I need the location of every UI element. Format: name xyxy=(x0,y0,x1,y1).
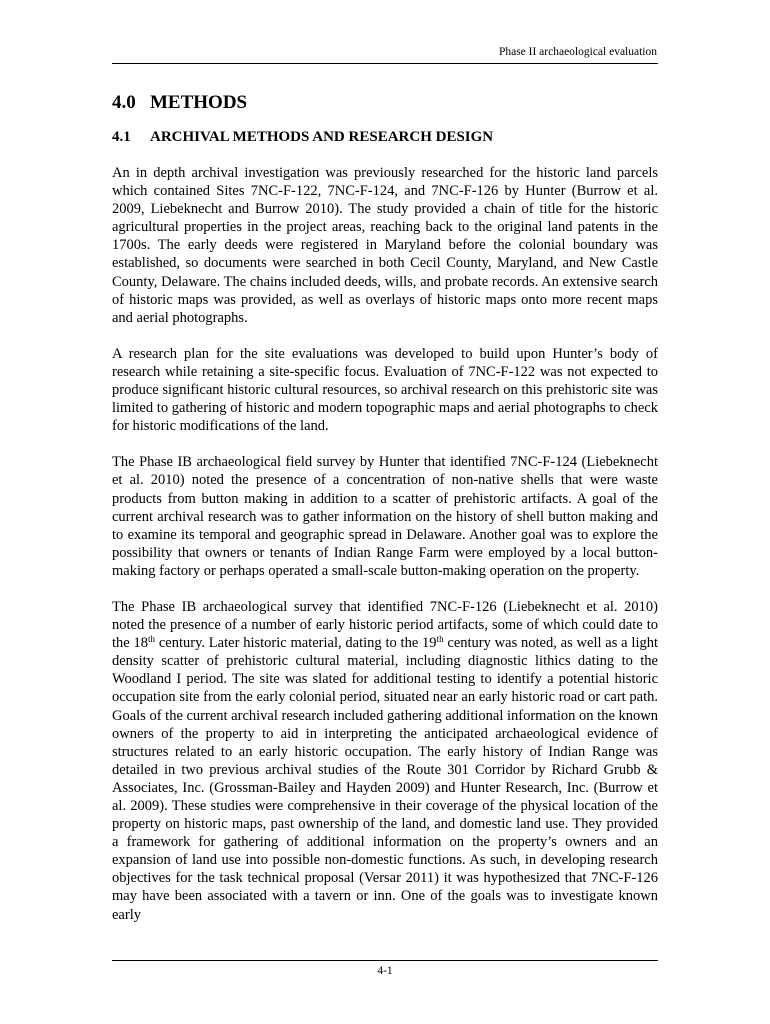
section-title: METHODS xyxy=(150,92,248,113)
superscript: th xyxy=(148,634,156,645)
superscript: th xyxy=(436,634,444,645)
paragraph xyxy=(112,598,658,924)
header-rule xyxy=(112,63,658,64)
paragraph: The Phase IB archaeological field survey by Hunter that identified 7NC-F-124 (Liebeknecht et al. 2010) noted the presence of a concentration of non-native shells that were waste products from button making in addition to a scatter of prehistoric artifacts. A goal of the current archival research was to gather information on the history of shell button making and to examine its temporal and geographic spread in Delaware. Another goal was to explore the possibility that owners or tenants of Indian Range Farm were employed by a local button-making factory or perhaps operated a small-scale button-making operation on the property. xyxy=(112,454,658,579)
page-number: 4-1 xyxy=(377,965,393,977)
paragraph-text: century was noted, as well as a light density scatter of prehistoric cultural material, including diagnostic lithics dating to the Woodland I period. The site was slated for additional testing to identify a potential historic occupation site from the early colonial period, situated near an early historic road or cart path. Goals of the current archival research included gathering additional information on the known owners of the property to aid in interpreting the anticipated archaeological evidence of structures related to an early historic occupation. The early history of Indian Range was detailed in two previous archival studies of the Route 301 Corridor by Richard Grubb & Associates, Inc. (Grossman-Bailey and Hayden 2009) and Hunter Research, Inc. (Burrow et al. 2009). These studies were comprehensive in their coverage of the physical location of the property on historic maps, past ownership of the land, and domestic land use. They provided a framework for gathering of additional information on the property’s owners and an expansion of land use into possible non-domestic functions. As such, in developing research objectives for the task technical proposal (Versar 2011) it was hypothesized that 7NC-F-126 may have been associated with a tavern or inn. One of the goals was to investigate known early xyxy=(112,635,659,923)
paragraph-text: century. Later historic material, dating to the 19 xyxy=(155,635,437,652)
section-number: 4.0 xyxy=(112,92,136,113)
paragraph: A research plan for the site evaluations was developed to build upon Hunter’s body of research while retaining a site-specific focus. Evaluation of 7NC-F-122 was not expected to produce significant historic cultural resources, so archival research on this prehistoric site was limited to gathering of historic and modern topographic maps and aerial photographs to check for historic modifications of the land. xyxy=(112,345,658,435)
paragraph-text: The Phase IB archaeological survey that identified 7NC-F-126 (Liebeknecht et al. 2010) noted the presence of a number of early historic period artifacts, some of which could date to the 18 xyxy=(112,598,658,652)
running-header: Phase II archaeological evaluation xyxy=(498,46,657,58)
subsection-heading xyxy=(112,129,493,146)
paragraph: An in depth archival investigation was previously researched for the historic land parcels which contained Sites 7NC-F-122, 7NC-F-124, and 7NC-F-126 by Hunter (Burrow et al. 2009, Liebeknecht and Burrow 2010). The study provided a chain of title for the historic agricultural properties in the project areas, reaching back to the original land patents in the 1700s. The early deeds were registered in Maryland before the colonial boundary was established, so documents were searched in both Cecil County, Maryland, and New Castle County, Delaware. The chains included deeds, wills, and probate records. An extensive search of historic maps was provided, as well as overlays of historic maps onto more recent maps and aerial photographs. xyxy=(112,165,658,326)
section-heading xyxy=(112,92,247,114)
footer-rule xyxy=(112,960,658,961)
subsection-title: ARCHIVAL METHODS AND RESEARCH DESIGN xyxy=(150,129,494,145)
body-text xyxy=(112,164,658,942)
subsection-number: 4.1 xyxy=(112,129,131,145)
